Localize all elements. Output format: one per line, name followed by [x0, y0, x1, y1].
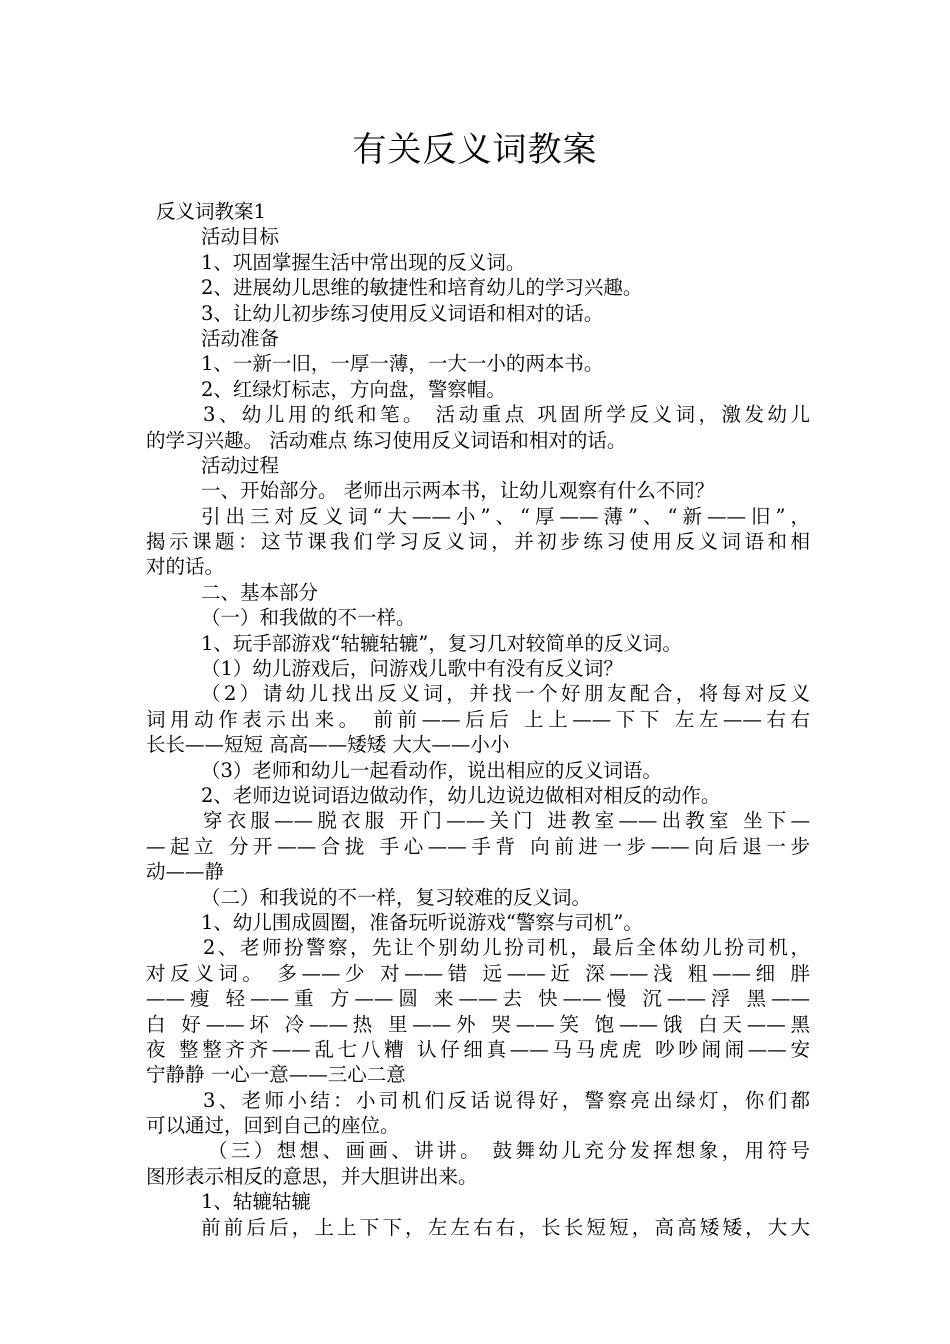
body-line: 2、老师边说词语边做动作，幼儿边说边做相对相反的动作。	[201, 783, 721, 807]
body-line: 1、轱辘轱辘	[201, 1190, 311, 1214]
document-body	[146, 199, 810, 1240]
body-line: 一、开始部分。 老师出示两本书，让幼儿观察有什么不同？	[201, 479, 715, 503]
body-line: （一）和我做的不一样。	[201, 606, 416, 630]
body-line: 宁静静 一心一意——三心二意	[146, 1063, 406, 1087]
body-line: 1、玩手部游戏“轱辘轱辘”，复习几对较简单的反义词。	[201, 631, 682, 655]
body-line: 1、巩固掌握生活中常出现的反义词。	[201, 250, 526, 274]
body-line: 白 好——坏 冷——热 里——外 哭——笑 饱——饿 白天——黑	[146, 1012, 810, 1036]
body-line: 反义词教案1	[156, 200, 266, 223]
body-line: 2、红绿灯标志，方向盘，警察帽。	[201, 377, 506, 401]
body-line: 可以通过，回到自己的座位。	[146, 1114, 400, 1138]
body-line: 图形表示相反的意思，并大胆讲出来。	[146, 1164, 478, 1188]
body-line: 夜 整整齐齐——乱七八糟 认仔细真——马马虎虎 吵吵闹闹——安	[146, 1037, 810, 1061]
body-line: 活动目标	[201, 225, 280, 249]
body-line: 活动准备	[201, 326, 280, 350]
body-line: （二）和我说的不一样，复习较难的反义词。	[201, 885, 592, 909]
body-line: 引出三对反义词“大——小”、“厚——薄”、“新——旧”，	[201, 504, 810, 528]
body-line: 穿衣服——脱衣服 开门——关门 进教室——出教室 坐下—	[203, 809, 810, 833]
body-line: （三）想想、画画、讲讲。 鼓舞幼儿充分发挥想象，用符号	[208, 1139, 810, 1163]
body-line: ——瘦 轻——重 方——圆 来——去 快——慢 沉——浮 黑——	[146, 987, 810, 1011]
body-line: 3、让幼儿初步练习使用反义词语和相对的话。	[201, 301, 604, 325]
body-line: （3）老师和幼儿一起看动作，说出相应的反义词语。	[201, 758, 662, 782]
body-line: —起立 分开——合拢 手心——手背 向前进一步——向后退一步	[146, 834, 810, 858]
body-line: 对反义词。 多——少 对——错 远——近 深——浅 粗——细 胖	[146, 961, 810, 985]
body-line: 揭示课题：这节课我们学习反义词，并初步练习使用反义词语和相	[146, 530, 810, 554]
body-line: （1）幼儿游戏后，问游戏儿歌中有没有反义词？	[201, 657, 623, 681]
body-line: 二、基本部分	[201, 580, 319, 604]
body-line: 1、幼儿围成圆圈，准备玩听说游戏“警察与司机”。	[201, 910, 643, 934]
body-line: 的学习兴趣。 活动难点 练习使用反义词语和相对的话。	[146, 428, 627, 452]
body-line: 2、进展幼儿思维的敏捷性和培育幼儿的学习兴趣。	[201, 276, 643, 300]
body-line: 长长——短短 高高——矮矮 大大——小小	[146, 733, 510, 757]
body-line: 活动过程	[201, 453, 280, 477]
body-line: 动——静	[146, 860, 225, 884]
body-line: 前前后后，上上下下，左左右右，长长短短，高高矮矮，大大	[201, 1215, 810, 1239]
body-line: （2）请幼儿找出反义词，并找一个好朋友配合，将每对反义	[201, 682, 810, 706]
body-line: 对的话。	[146, 555, 225, 579]
body-line: 词用动作表示出来。 前前——后后 上上——下下 左左——右右	[146, 707, 810, 731]
body-line: 1、一新一旧，一厚一薄，一大一小的两本书。	[201, 352, 604, 376]
body-line: 3、老师小结：小司机们反话说得好，警察亮出绿灯，你们都	[203, 1088, 810, 1112]
body-line: 3、幼儿用的纸和笔。 活动重点 巩固所学反义词，激发幼儿	[203, 403, 810, 427]
document-title: 有关反义词教案	[352, 130, 598, 170]
body-line: 2、老师扮警察，先让个别幼儿扮司机，最后全体幼儿扮司机，	[203, 936, 810, 960]
